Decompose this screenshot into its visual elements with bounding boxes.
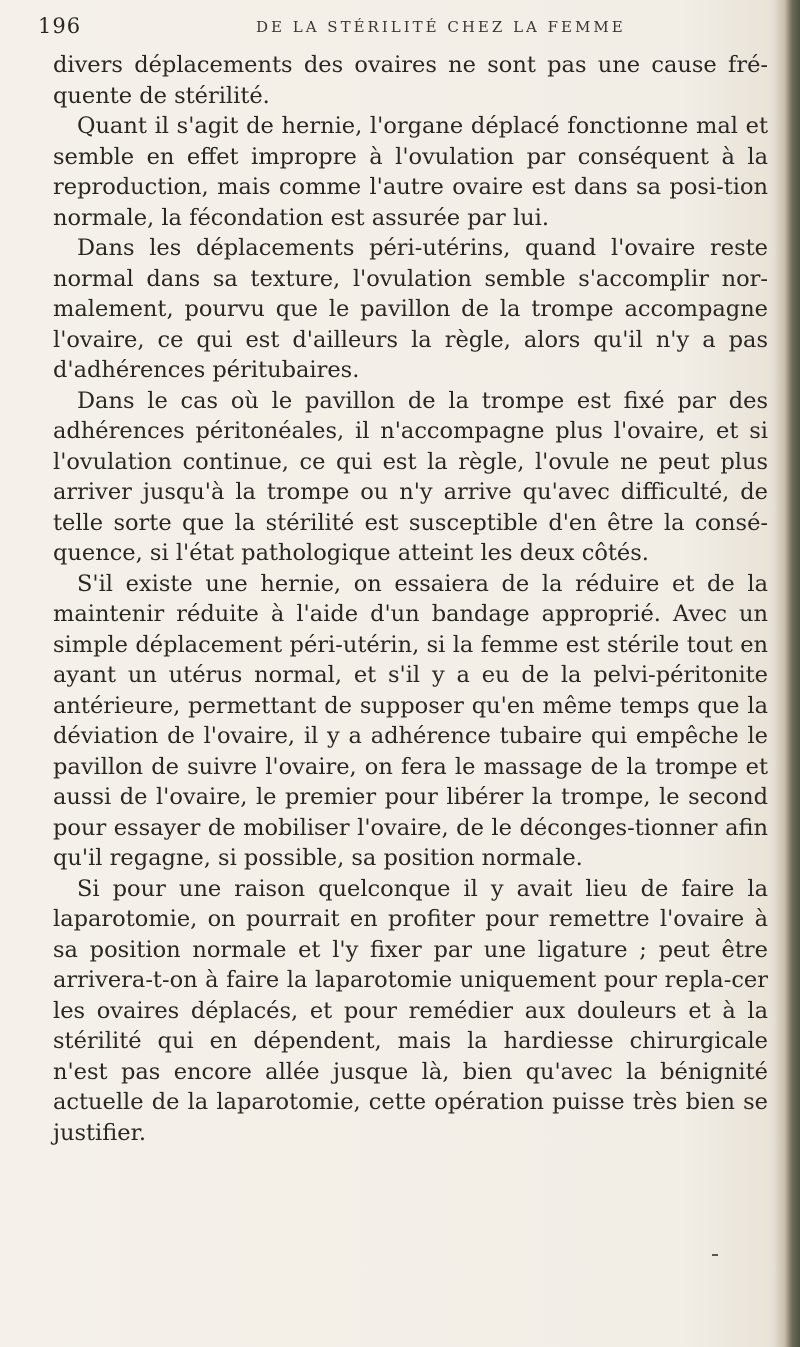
paragraph: S'il existe une hernie, on essaiera de la réduire et de la maintenir réduite à l'aide d'un bandage approprié. Avec un simple déplacement péri-utérin, si la femme est stérile tout en ayant un utérus normal, et s'il y a eu de la pelvi-péritonite antérieure, permettant de supposer qu'en même temps que la déviation de l'ovaire, il y a adhérence tubaire qui empêche le pavillon de suivre l'ovaire, on fera le massage de la trompe et aussi de l'ovaire, le premier pour libérer la trompe, le second pour essayer de mobiliser l'ovaire, de le déconges-tionner afin qu'il regagne, si possible, sa position normale. xyxy=(53,570,768,871)
page-number: 196 xyxy=(38,14,82,38)
paragraph: Quant il s'agit de hernie, l'organe déplacé fonctionne mal et semble en effet impropre à l'ovulation par conséquent à la reproduction, mais comme l'autre ovaire est dans sa posi-tion normale, la fécondation est assurée par lui. xyxy=(53,113,768,231)
paragraph: Dans le cas où le pavillon de la trompe est fixé par des adhérences péritonéales, il n'accompagne plus l'ovaire, et si l'ovulation continue, ce qui est la règle, l'ovule ne peut plus arriver jusqu'à la trompe ou n'y arrive qu'avec difficulté, de telle sorte que la stérilité est susceptible d'en être la consé-quence, si l'état pathologique atteint les deux côtés. xyxy=(53,387,768,566)
body-text xyxy=(53,50,768,1148)
page-header xyxy=(38,14,768,44)
paragraph: Si pour une raison quelconque il y avait lieu de faire la laparotomie, on pourrait en profiter pour remettre l'ovaire à sa position normale et l'y fixer par une ligature ; peut être arrivera-t-on à faire la laparotomie uniquement pour repla-cer les ovaires déplacés, et pour remédier aux douleurs et à la stérilité qui en dépendent, mais la hardiesse chirurgicale n'est pas encore allée jusque là, bien qu'avec la bénignité actuelle de la laparotomie, cette opération puisse très bien se justifier. xyxy=(53,875,768,1146)
running-head: DE LA STÉRILITÉ CHEZ LA FEMME xyxy=(256,18,626,36)
paragraph: divers déplacements des ovaires ne sont pas une cause fré-quente de stérilité. xyxy=(53,52,768,109)
page-edge-shadow xyxy=(774,0,800,1347)
ink-speck xyxy=(712,1254,718,1256)
paragraph: Dans les déplacements péri-utérins, quand l'ovaire reste normal dans sa texture, l'ovulation semble s'accomplir nor-malement, pourvu que le pavillon de la trompe accompagne l'ovaire, ce qui est d'ailleurs la règle, alors qu'il n'y a pas d'adhérences péritubaires. xyxy=(53,235,768,383)
